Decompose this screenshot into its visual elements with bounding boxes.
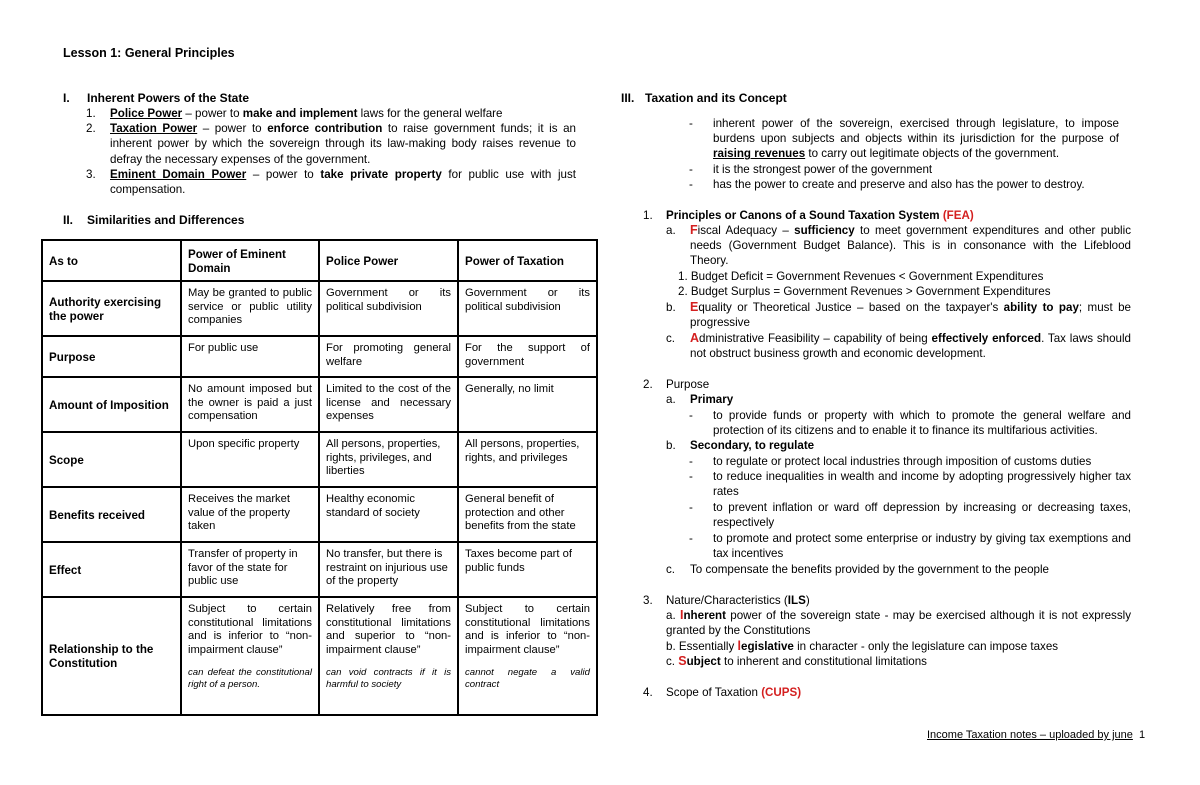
page-title: Lesson 1: General Principles bbox=[63, 46, 235, 60]
purpose-heading: 2. Purpose bbox=[643, 378, 710, 391]
row-label: Benefits received bbox=[42, 487, 181, 542]
definition-item: - has the power to create and preserve and also has the power to destroy. bbox=[689, 178, 1085, 191]
header-cell: Power of Eminent Domain bbox=[181, 240, 319, 281]
purpose-compensate: c. To compensate the benefits provided by the government to the people bbox=[666, 563, 1049, 576]
header-cell: As to bbox=[42, 240, 181, 281]
table-cell: No transfer, but there is restraint on injurious use of the property bbox=[319, 542, 458, 597]
nature-heading: 3. Nature/Characteristics (ILS) bbox=[643, 594, 810, 607]
section-3-heading bbox=[621, 91, 787, 105]
table-header-row bbox=[42, 240, 597, 281]
table-cell: Transfer of property in favor of the state for public use bbox=[181, 542, 319, 597]
list-item: - to promote and protect some enterprise or industry by giving tax exemptions and tax incentives bbox=[689, 532, 1131, 561]
comparison-table bbox=[41, 239, 598, 716]
nature-legislative: b. Essentially legislative in character - only the legislature can impose taxes bbox=[666, 639, 1059, 653]
row-label: Effect bbox=[42, 542, 181, 597]
table-cell: Taxes become part of public funds bbox=[458, 542, 597, 597]
table-cell: For public use bbox=[181, 336, 319, 377]
table-cell: Receives the market value of the property taken bbox=[181, 487, 319, 542]
table-cell: Subject to certain constitutional limitations and is inferior to “non-impairment clause” cannot negate a valid contract bbox=[458, 597, 597, 715]
header-cell: Power of Taxation bbox=[458, 240, 597, 281]
table-cell: Government or its political subdivision bbox=[458, 281, 597, 336]
table-cell: No amount imposed but the owner is paid a just compensation bbox=[181, 377, 319, 432]
purpose-primary-label: a. Primary bbox=[666, 393, 734, 406]
table-row bbox=[42, 597, 597, 715]
table-cell: Upon specific property bbox=[181, 432, 319, 487]
table-cell: May be granted to public service or public utility companies bbox=[181, 281, 319, 336]
page-footer bbox=[927, 729, 1145, 741]
purpose-secondary-label: b. Secondary, to regulate bbox=[666, 439, 815, 452]
footer-text: Income Taxation notes – uploaded by june bbox=[927, 729, 1133, 741]
row-label: Purpose bbox=[42, 336, 181, 377]
row-label: Relationship to the Constitution bbox=[42, 597, 181, 715]
section-2-numeral: II. bbox=[63, 213, 74, 227]
list-item: - to regulate or protect local industries through imposition of customs duties bbox=[689, 455, 1092, 468]
budget-deficit: 1. Budget Deficit = Government Revenues < Government Expenditures bbox=[678, 270, 1044, 283]
table-cell: Relatively free from constitutional limitations and superior to “non-impairment clause” can void contracts if it is harmful to society bbox=[319, 597, 458, 715]
section-1-title: Inherent Powers of the State bbox=[87, 91, 250, 105]
table-row bbox=[42, 336, 597, 377]
list-item: 2. Taxation Power – power to enforce contribution to raise government funds; it is an inherent power by which the sovereign through its law-making body raises revenue to defray the necessary expenses of the government. bbox=[86, 122, 576, 166]
list-item: - to reduce inequalities in wealth and income by adopting progressively higher tax rates bbox=[689, 470, 1131, 499]
definition-item: - it is the strongest power of the government bbox=[689, 163, 933, 176]
list-item: - to provide funds or property with which to promote the general welfare and protection of its citizens and to enable it to finance its multifarious activities. bbox=[689, 409, 1131, 438]
section-1-numeral: I. bbox=[63, 91, 70, 105]
cell-note: cannot negate a valid contract bbox=[465, 667, 590, 691]
list-item: 3. Eminent Domain Power – power to take private property for public use with just compensation. bbox=[86, 167, 576, 197]
header-cell: Police Power bbox=[319, 240, 458, 281]
row-label: Amount of Imposition bbox=[42, 377, 181, 432]
table-cell: For promoting general welfare bbox=[319, 336, 458, 377]
table-row bbox=[42, 377, 597, 432]
principle-b: b. Equality or Theoretical Justice – based on the taxpayer's ability to pay; must be progressive bbox=[666, 300, 1131, 330]
table-cell: For the support of government bbox=[458, 336, 597, 377]
row-label: Authority exercising the power bbox=[42, 281, 181, 336]
table-cell: All persons, properties, rights, privileges, and liberties bbox=[319, 432, 458, 487]
nature-subject: c. Subject to inherent and constitutional limitations bbox=[666, 654, 927, 668]
scope-heading: 4. Scope of Taxation (CUPS) bbox=[643, 686, 802, 699]
cell-note: can void contracts if it is harmful to society bbox=[326, 667, 451, 691]
section-3-title: Taxation and its Concept bbox=[645, 91, 787, 105]
table-cell: All persons, properties, rights, and privileges bbox=[458, 432, 597, 487]
table-cell: Healthy economic standard of society bbox=[319, 487, 458, 542]
table-row bbox=[42, 281, 597, 336]
section-3-numeral: III. bbox=[621, 91, 635, 105]
principle-a: a. Fiscal Adequacy – sufficiency to meet government expenditures and other public needs (Government Budget Balance). This is in consonance with the Lifeblood Theory. bbox=[666, 223, 1131, 268]
nature-inherent: a. Inherent power of the sovereign state - may be exercised although it is not expressly granted by the Constitutions bbox=[666, 608, 1132, 638]
cell-note: can defeat the constitutional right of a person. bbox=[188, 667, 312, 691]
table-row bbox=[42, 542, 597, 597]
definition-item: - inherent power of the sovereign, exercised through legislature, to impose burdens upon subjects and objects within its jurisdiction for the purpose of raising revenues to carry out legitimate objects of the government. bbox=[689, 117, 1119, 161]
list-item: - to prevent inflation or ward off depression by increasing or decreasing taxes, respectively bbox=[689, 501, 1131, 530]
table-cell: General benefit of protection and other benefits from the state bbox=[458, 487, 597, 542]
section-2-title: Similarities and Differences bbox=[87, 213, 245, 227]
row-label: Scope bbox=[42, 432, 181, 487]
table-cell: Subject to certain constitutional limitations and is inferior to “non-impairment clause” can defeat the constitutional right of a person. bbox=[181, 597, 319, 715]
list-item: 1. Police Power – power to make and implement laws for the general welfare bbox=[86, 107, 503, 120]
table-cell: Limited to the cost of the license and necessary expenses bbox=[319, 377, 458, 432]
principle-c: c. Administrative Feasibility – capability of being effectively enforced. Tax laws should not obstruct business growth and economic development. bbox=[666, 331, 1132, 361]
section-1-heading bbox=[63, 91, 249, 105]
table-row bbox=[42, 432, 597, 487]
table-cell: Generally, no limit bbox=[458, 377, 597, 432]
page-number: 1 bbox=[1139, 729, 1146, 741]
principles-heading: 1. Principles or Canons of a Sound Taxation System (FEA) bbox=[643, 209, 974, 222]
table-row bbox=[42, 487, 597, 542]
inherent-powers-list bbox=[86, 106, 576, 197]
budget-surplus: 2. Budget Surplus = Government Revenues > Government Expenditures bbox=[678, 285, 1051, 298]
table-cell: Government or its political subdivision bbox=[319, 281, 458, 336]
section-2-heading bbox=[63, 213, 244, 227]
